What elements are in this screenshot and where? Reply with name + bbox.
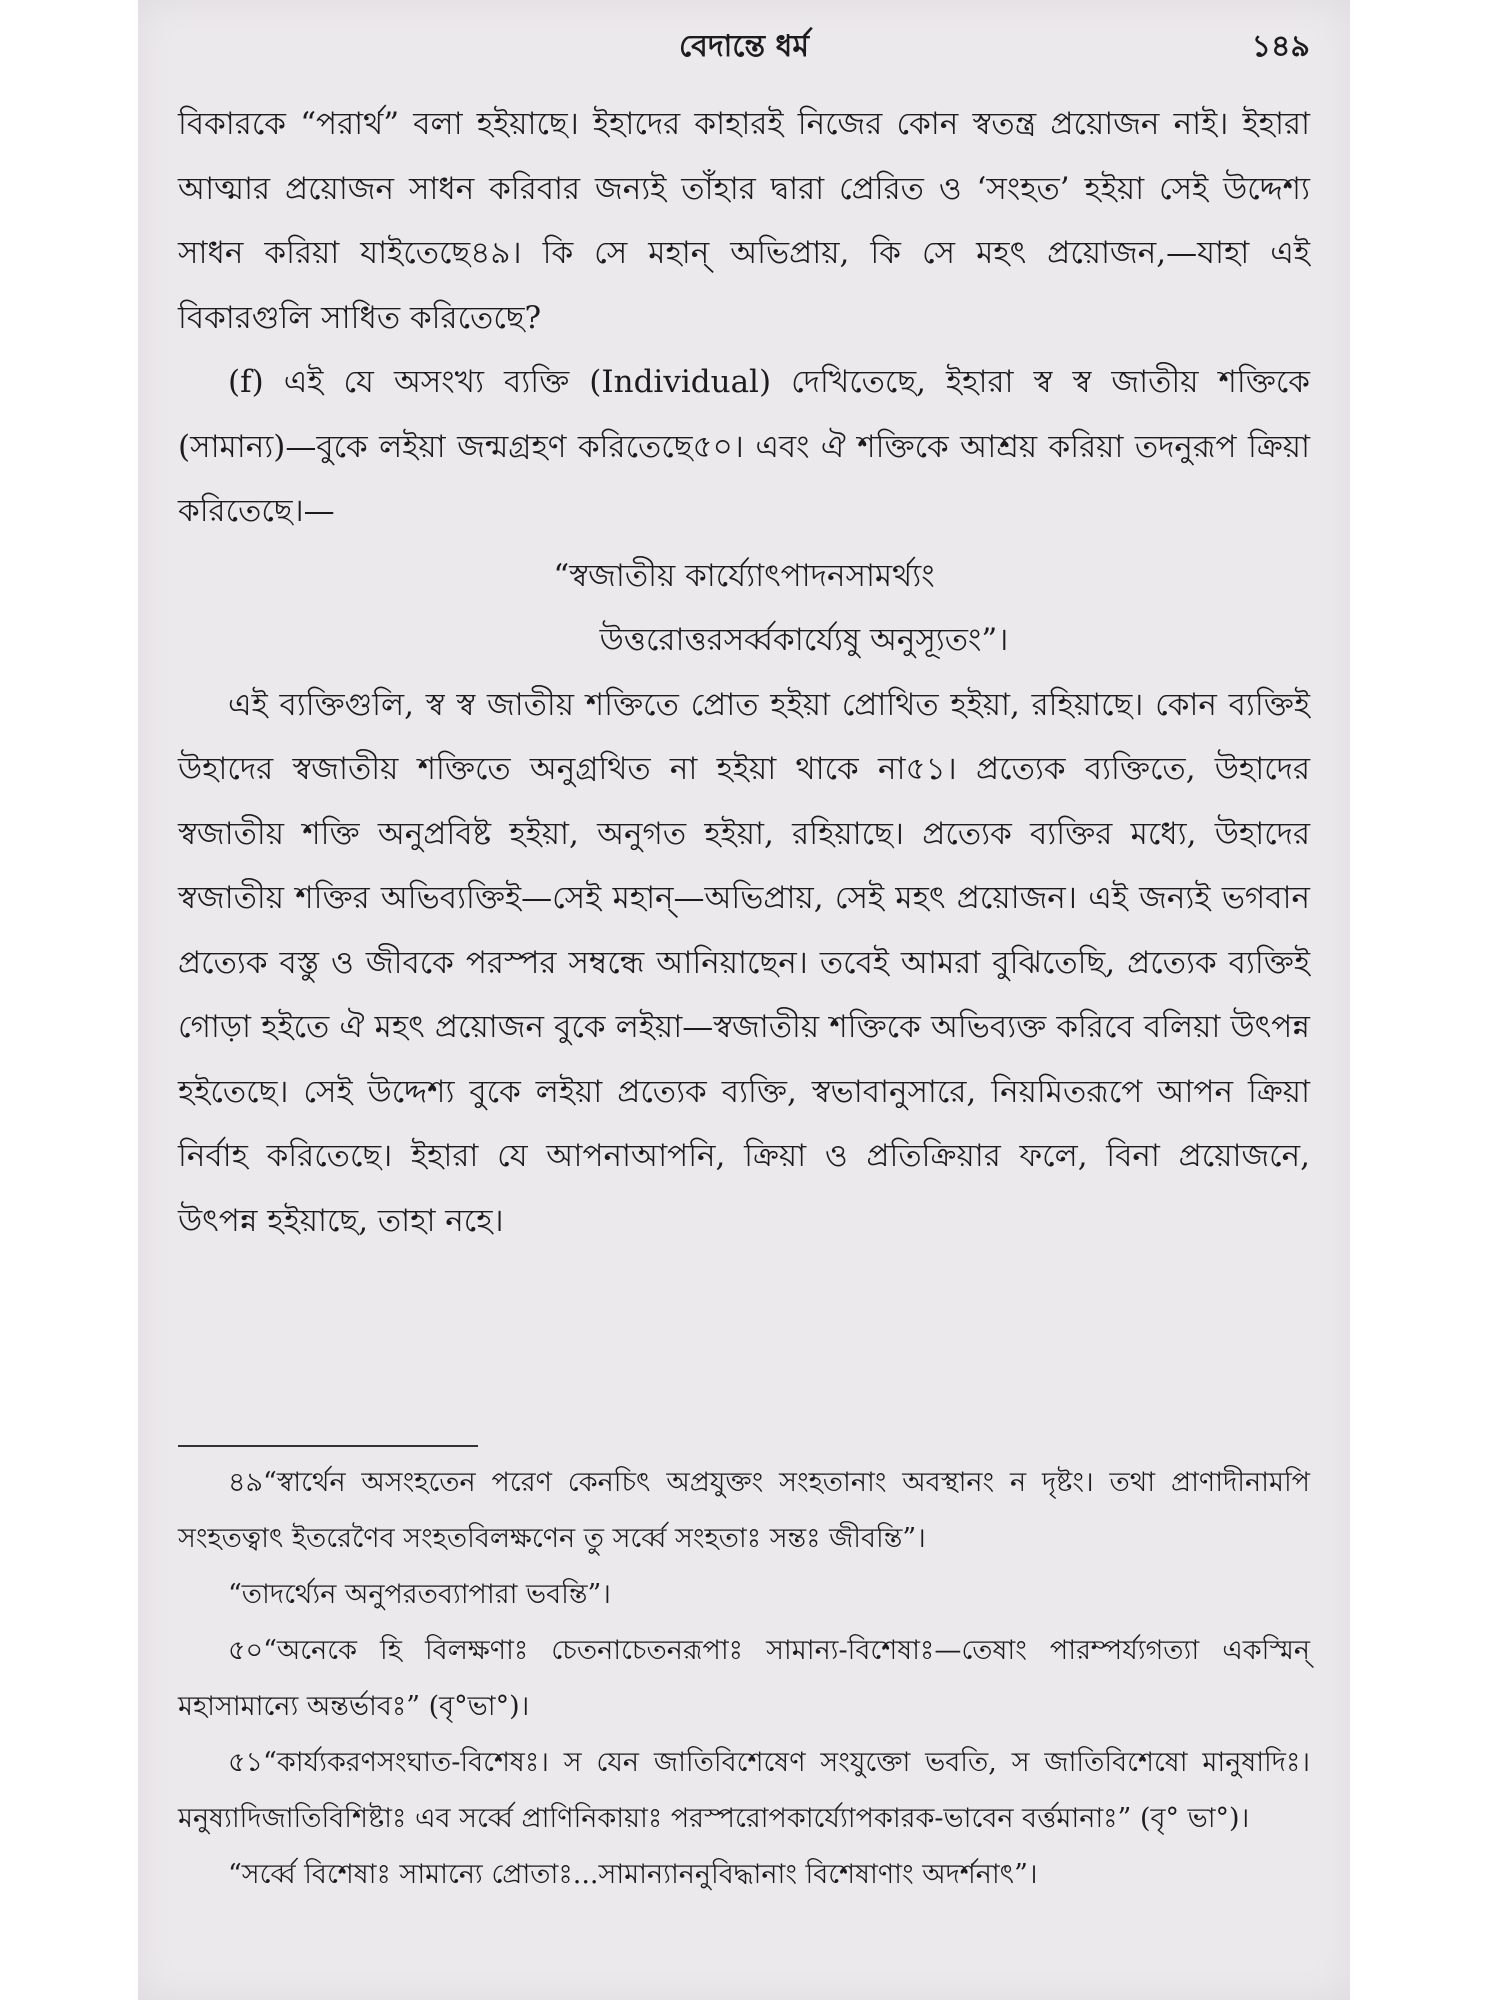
main-text <box>178 92 1310 1253</box>
footnote: ৪৯“স্বার্থেন অসংহতেন পরেণ কেনচিৎ অপ্রযুক্তং সংহতানাং অবস্থানং ন দৃষ্টং। তথা প্রাণাদীনামপি সংহতত্বাৎ ইতরেণৈব সংহতবিলক্ষণেন তু সর্ব্বে সংহতাঃ সন্তঃ জীবন্তি”। <box>178 1467 1310 1554</box>
footnote: “সর্ব্বে বিশেষাঃ সামান্যে প্রোতাঃ...সামান্যাননুবিদ্ধানাং বিশেষাণাং অদর্শনাৎ”। <box>228 1859 1038 1890</box>
paragraph: (f) এই যে অসংখ্য ব্যক্তি (Individual) দেখিতেছে, ইহারা স্ব স্ব জাতীয় শক্তিকে (সামান্য)—বুকে লইয়া জন্মগ্রহণ করিতেছে৫০। এবং ঐ শক্তিকে আশ্রয় করিয়া তদনুরূপ ক্রিয়া করিতেছে।— <box>178 364 1310 529</box>
footnote: ৫০“অনেকে হি বিলক্ষণাঃ চেতনাচেতনরূপাঃ সামান্য-বিশেষাঃ—তেষাং পারম্পর্য্যগত্যা একস্মিন্ মহাসামান্যে অন্তর্ভাবঃ” (বৃ°ভা°)। <box>178 1635 1310 1722</box>
book-page <box>138 0 1350 2000</box>
footnote-divider <box>178 1445 478 1447</box>
paragraph: এই ব্যক্তিগুলি, স্ব স্ব জাতীয় শক্তিতে প্রোত হইয়া প্রোথিত হইয়া, রহিয়াছে। কোন ব্যক্তিই উহাদের স্বজাতীয় শক্তিতে অনুগ্রথিত না হইয়া থাকে না৫১। প্রত্যেক ব্যক্তিতে, উহাদের স্বজাতীয় শক্তি অনুপ্রবিষ্ট হইয়া, অনুগত হইয়া, রহিয়াছে। প্রত্যেক ব্যক্তির মধ্যে, উহাদের স্বজাতীয় শক্তির অভিব্যক্তিই—সেই মহান্—অভিপ্রায়, সেই মহৎ প্রয়োজন। এই জন্যই ভগবান প্রত্যেক বস্তু ও জীবকে পরস্পর সম্বন্ধে আনিয়াছেন। তবেই আমরা বুঝিতেছি, প্রত্যেক ব্যক্তিই গোড়া হইতে ঐ মহৎ প্রয়োজন বুকে লইয়া—স্বজাতীয় শক্তিকে অভিব্যক্ত করিবে বলিয়া উৎপন্ন হইতেছে। সেই উদ্দেশ্য বুকে লইয়া প্রত্যেক ব্যক্তি, স্বভাবানুসারে, নিয়মিতরূপে আপন ক্রিয়া নির্বাহ করিতেছে। ইহারা যে আপনাআপনি, ক্রিয়া ও প্রতিক্রিয়ার ফলে, বিনা প্রয়োজনে, উৎপন্ন হইয়াছে, তাহা নহে। <box>178 686 1310 1239</box>
running-header <box>138 22 1350 72</box>
verse-line: “স্বজাতীয় কার্য্যোৎপাদনসামর্থ্যং <box>553 557 935 594</box>
footnote: ৫১“কার্য্যকরণসংঘাত-বিশেষঃ। স যেন জাতিবিশেষেণ সংযুক্তো ভবতি, স জাতিবিশেষো মানুষাদিঃ। মনুষ্যাদিজাতিবিশিষ্টাঃ এব সর্ব্বে প্রাণিনিকায়াঃ পরস্পরোপকার্য্যোপকারক-ভাবেন বর্ত্তমানাঃ” (বৃ° ভা°)। <box>178 1747 1310 1834</box>
running-title: বেদান্তে ধর্ম <box>679 29 809 64</box>
verse-line: উত্তরোত্তরসর্ব্বকার্য্যেষু অনুস্যূতং”। <box>599 622 1009 658</box>
page-number: ১৪৯ <box>1251 29 1310 64</box>
footnotes <box>178 1455 1310 1903</box>
paragraph: বিকারকে “পরার্থ” বলা হইয়াছে। ইহাদের কাহারই নিজের কোন স্বতন্ত্র প্রয়োজন নাই। ইহারা আত্মার প্রয়োজন সাধন করিবার জন্যই তাঁহার দ্বারা প্রেরিত ও ‘সংহত’ হইয়া সেই উদ্দেশ্য সাধন করিয়া যাইতেছে৪৯। কি সে মহান্ অভিপ্রায়, কি সে মহৎ প্রয়োজন,—যাহা এই বিকারগুলি সাধিত করিতেছে? <box>178 106 1310 336</box>
footnote: “তাদর্থ্যেন অনুপরতব্যাপারা ভবন্তি”। <box>228 1579 611 1610</box>
